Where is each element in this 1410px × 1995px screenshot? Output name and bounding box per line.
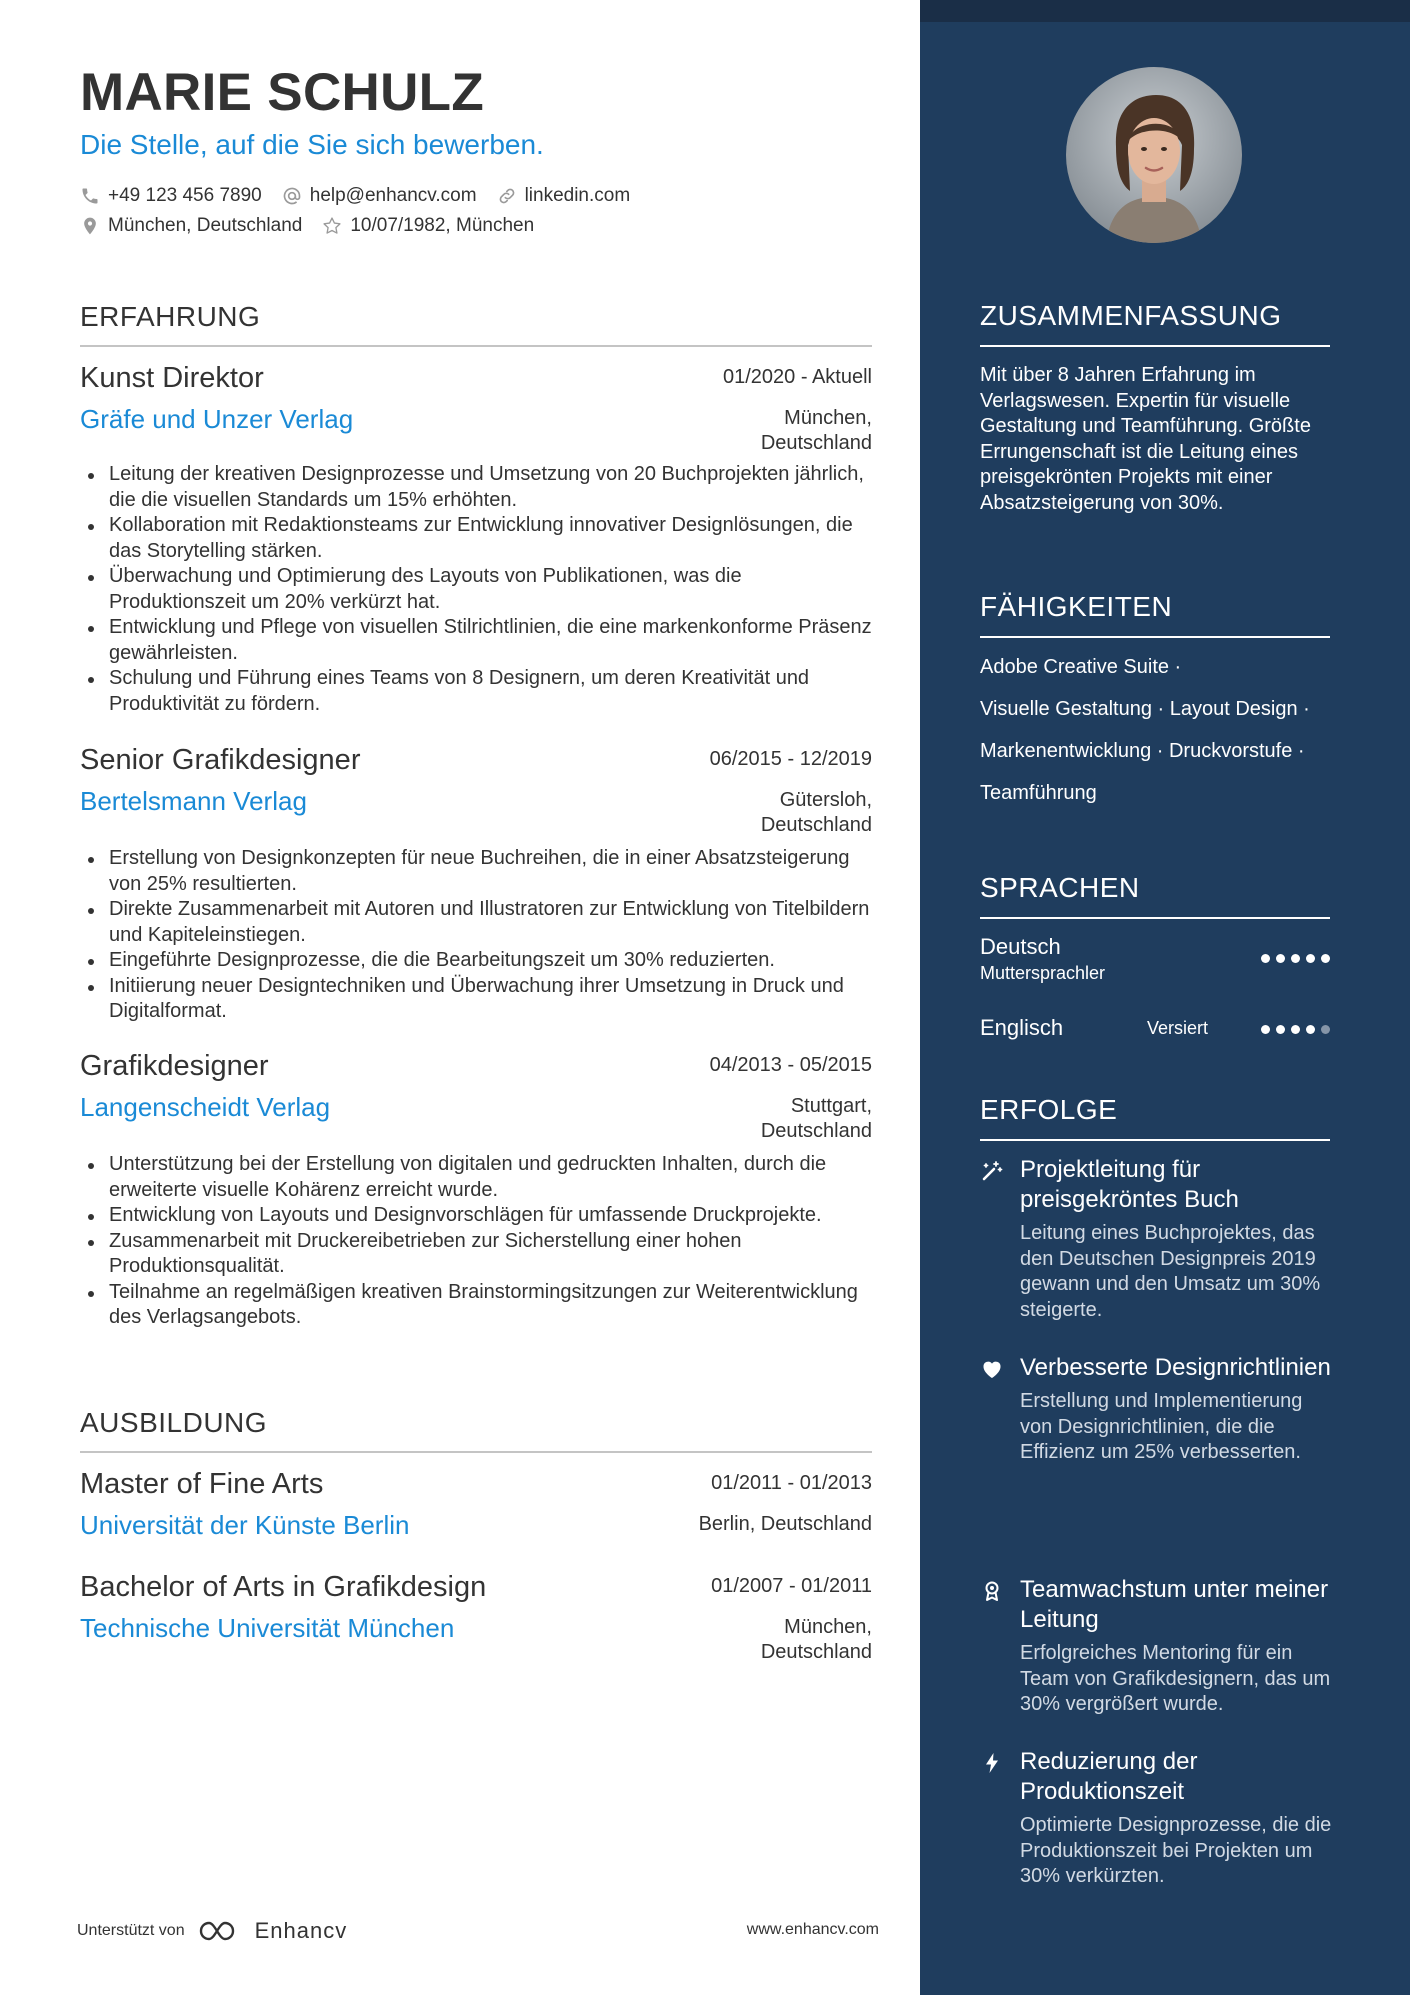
birth-text: 10/07/1982, München — [350, 215, 535, 236]
email-item — [282, 185, 477, 207]
bullet-item: Unterstützung bei der Erstellung von digitalen und gedruckten Inhalten, durch die erweiterte visuelle Kohärenz erreicht wurde. — [80, 1152, 872, 1203]
experience-section-title: ERFAHRUNG — [80, 301, 261, 332]
skill-row: Adobe Creative Suite · — [980, 656, 1182, 678]
experience-divider — [80, 345, 872, 347]
achievement-item — [980, 1747, 1340, 1890]
bullet-item: Teilnahme an regelmäßigen kreativen Brainstormingsitzungen zur Weiterentwicklung des Verlagsangebots. — [80, 1280, 872, 1331]
achievements-section-title: ERFOLGE — [980, 1094, 1118, 1125]
bullet-item: Direkte Zusammenarbeit mit Autoren und Illustratoren zur Entwicklung von Titelbildern und Kapiteleinstiegen. — [80, 897, 872, 948]
bullet-item: Eingeführte Designprozesse, die die Bearbeitungszeit um 30% reduzierten. — [80, 948, 872, 974]
target-role: Die Stelle, auf die Sie sich bewerben. — [80, 129, 544, 160]
summary-text: Mit über 8 Jahren Erfahrung im Verlagswesen. Expertin für visuelle Gestaltung und Teamführung. Größte Errungenschaft ist die Leitung eines preisgekrönten Projekts mit einer Absatzsteigerung von 30%. — [980, 364, 1311, 514]
birth-item — [322, 215, 534, 237]
lightning-icon — [980, 1751, 1004, 1775]
sidebar-top-strip — [920, 0, 1410, 22]
linkedin-item — [497, 185, 631, 207]
achievement-item — [980, 1353, 1340, 1466]
school-location — [612, 1512, 872, 1537]
education-section-title: AUSBILDUNG — [80, 1407, 268, 1438]
powered-by — [77, 1918, 347, 1944]
skills-section-title: FÄHIGKEITEN — [980, 591, 1173, 622]
job-location-line1: München, — [784, 407, 872, 429]
job-bullets — [80, 462, 872, 717]
rating-dot — [1261, 954, 1270, 963]
linkedin-link[interactable]: linkedin.com — [524, 185, 631, 206]
job-title: Kunst Direktor — [80, 362, 264, 394]
footer-website[interactable]: www.enhancv.com — [746, 1921, 879, 1938]
bullet-item: Überwachung und Optimierung des Layouts von Publikationen, was die Produktionszeit um 20% verkürzt hat. — [80, 564, 872, 615]
job-location-line2: Deutschland — [760, 1120, 872, 1142]
job-date: 01/2020 - Aktuell — [723, 366, 872, 388]
bullet-item: Erstellung von Designkonzepten für neue Buchreihen, die in einer Absatzsteigerung von 25% resultierten. — [80, 846, 872, 897]
job-location-line2: Deutschland — [760, 814, 872, 836]
profile-photo — [1066, 67, 1242, 243]
languages-divider — [980, 917, 1330, 919]
achievement-title: Teamwachstum unter meiner Leitung — [1020, 1576, 1329, 1633]
achievement-description: Erstellung und Implementierung von Designrichtlinien, die die Effizienz um 25% verbesserten. — [1020, 1390, 1303, 1463]
achievement-description: Optimierte Designprozesse, die die Produktionszeit bei Projekten um 30% verkürzten. — [1020, 1814, 1332, 1887]
achievement-title: Projektleitung für preisgekröntes Buch — [1020, 1156, 1239, 1213]
rating-dot — [1321, 954, 1330, 963]
at-icon — [282, 186, 302, 206]
degree-title: Master of Fine Arts — [80, 1468, 324, 1500]
rating-dot — [1276, 1025, 1285, 1034]
powered-by-label: Unterstützt von — [77, 1922, 185, 1939]
achievement-title: Verbesserte Designrichtlinien — [1020, 1354, 1331, 1381]
skills-divider — [980, 636, 1330, 638]
bullet-item: Initiierung neuer Designtechniken und Überwachung ihrer Umsetzung in Druck und Digitalformat. — [80, 974, 872, 1025]
company-name: Langenscheidt Verlag — [80, 1092, 331, 1122]
bullet-item: Entwicklung und Pflege von visuellen Stilrichtlinien, die eine markenkonforme Präsenz gewährleisten. — [80, 615, 872, 666]
school-name: Universität der Künste Berlin — [80, 1510, 410, 1540]
location-pin-icon — [80, 216, 100, 236]
language-rating — [1261, 954, 1330, 963]
school-location-line1: München, — [784, 1616, 872, 1638]
skill-row: Visuelle Gestaltung · Layout Design · — [980, 698, 1310, 720]
footer — [77, 1914, 879, 1944]
skills-list — [980, 652, 1360, 820]
bullet-item: Kollaboration mit Redaktionsteams zur Entwicklung innovativer Designlösungen, die das Storytelling stärken. — [80, 513, 872, 564]
candidate-name: MARIE SCHULZ — [80, 63, 485, 122]
job-location-line1: Gütersloh, — [779, 789, 872, 811]
link-icon — [497, 186, 517, 206]
rating-dot — [1306, 1025, 1315, 1034]
enhancv-brand: Enhancv — [254, 1918, 348, 1943]
rating-dot — [1291, 1025, 1300, 1034]
summary-divider — [980, 345, 1330, 347]
rating-dot — [1291, 954, 1300, 963]
job-location-line2: Deutschland — [760, 432, 872, 454]
school-location-line2: Deutschland — [760, 1641, 872, 1663]
degree-date: 01/2007 - 01/2011 — [711, 1575, 872, 1597]
degree-date: 01/2011 - 01/2013 — [711, 1472, 872, 1494]
location-item — [80, 215, 302, 237]
language-name: Deutsch — [980, 934, 1061, 959]
job-location — [612, 1094, 872, 1144]
star-icon — [322, 216, 342, 236]
bullet-item: Schulung und Führung eines Teams von 8 Designern, um deren Kreativität und Produktivität zu fördern. — [80, 666, 872, 717]
achievements-divider — [980, 1139, 1330, 1141]
award-icon — [980, 1579, 1004, 1603]
rating-dot — [1321, 1025, 1330, 1034]
skill-row: Markenentwicklung · Druckvorstufe · — [980, 740, 1305, 762]
location-text: München, Deutschland — [108, 215, 303, 236]
achievement-item — [980, 1575, 1340, 1718]
education-divider — [80, 1451, 872, 1453]
contact-info — [80, 181, 650, 241]
language-name: Englisch — [980, 1015, 1064, 1040]
job-bullets — [80, 846, 872, 1025]
enhancv-logo-icon — [197, 1918, 245, 1944]
job-title: Senior Grafikdesigner — [80, 744, 361, 776]
profile-photo-image — [1066, 67, 1242, 243]
magic-wand-icon — [980, 1159, 1004, 1183]
achievement-description: Leitung eines Buchprojektes, das den Deutschen Designpreis 2019 gewann und den Umsatz um 30% steigerte. — [1020, 1222, 1321, 1321]
job-title: Grafikdesigner — [80, 1050, 269, 1082]
achievement-description: Erfolgreiches Mentoring für ein Team von Grafikdesignern, das um 30% vergrößert wurde. — [1020, 1642, 1331, 1715]
language-rating — [1261, 1025, 1330, 1034]
email-link[interactable]: help@enhancv.com — [309, 185, 477, 206]
job-location — [612, 788, 872, 838]
sidebar — [920, 0, 1410, 1995]
bullet-item: Entwicklung von Layouts und Designvorschlägen für umfassende Druckprojekte. — [80, 1203, 872, 1229]
skill-row: Teamführung — [980, 782, 1097, 804]
heart-icon — [980, 1357, 1004, 1381]
phone-item — [80, 185, 262, 207]
company-name: Gräfe und Unzer Verlag — [80, 404, 354, 434]
achievement-item — [980, 1155, 1340, 1323]
job-location-line1: Stuttgart, — [790, 1095, 872, 1117]
job-bullets — [80, 1152, 872, 1331]
degree-title: Bachelor of Arts in Grafikdesign — [80, 1571, 487, 1603]
bullet-item: Leitung der kreativen Designprozesse und Umsetzung von 20 Buchprojekten jährlich, die die visuellen Standards um 15% erhöhten. — [80, 462, 872, 513]
job-date: 04/2013 - 05/2015 — [709, 1054, 872, 1076]
language-level: Versiert — [1147, 1018, 1209, 1038]
rating-dot — [1276, 954, 1285, 963]
school-location-line1: Berlin, Deutschland — [698, 1513, 872, 1535]
summary-section-title: ZUSAMMENFASSUNG — [980, 300, 1282, 331]
bullet-item: Zusammenarbeit mit Druckereibetrieben zur Sicherstellung einer hohen Produktionsqualität. — [80, 1229, 872, 1280]
languages-section-title: SPRACHEN — [980, 872, 1140, 903]
school-location — [612, 1615, 872, 1665]
school-name: Technische Universität München — [80, 1613, 455, 1643]
language-item — [980, 1015, 1330, 1045]
achievement-title: Reduzierung der Produktionszeit — [1020, 1748, 1198, 1805]
phone-number[interactable]: +49 123 456 7890 — [108, 185, 262, 206]
language-item — [980, 934, 1330, 994]
phone-icon — [80, 186, 100, 206]
rating-dot — [1306, 954, 1315, 963]
rating-dot — [1261, 1025, 1270, 1034]
job-location — [612, 406, 872, 456]
language-level: Muttersprachler — [980, 963, 1106, 983]
job-date: 06/2015 - 12/2019 — [709, 748, 872, 770]
company-name: Bertelsmann Verlag — [80, 786, 307, 816]
